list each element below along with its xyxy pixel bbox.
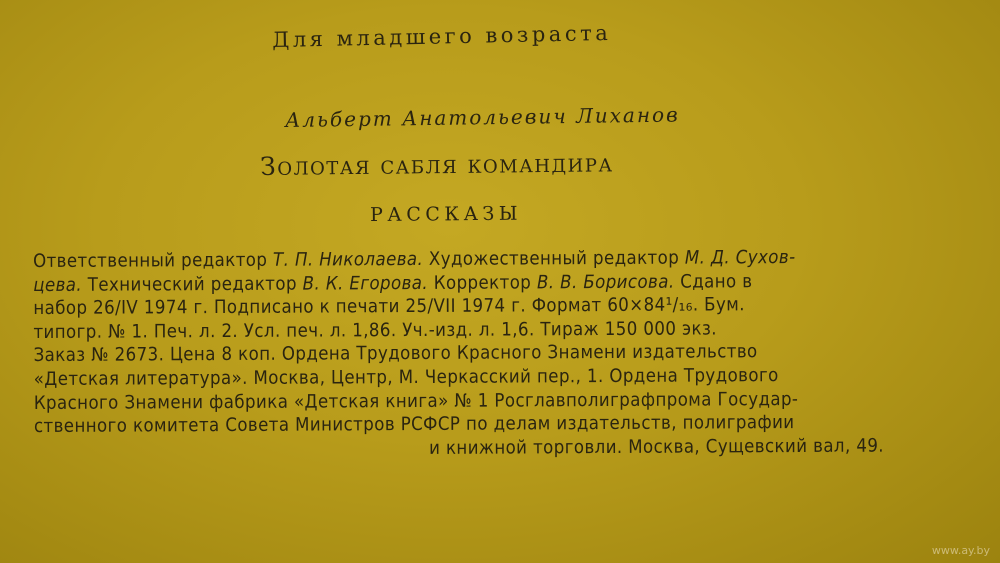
book-title: Золотая сабля командира <box>260 148 614 181</box>
colophon-line: и книжной торговли. Москва, Сущевский вал, 49. <box>428 435 885 459</box>
tech-editor-name: В. К. Егорова. <box>302 272 429 295</box>
art-editor-name: М. Д. Сухов- <box>684 247 796 269</box>
age-note: Для младшего возраста <box>272 20 612 52</box>
responsible-editor-name: Т. П. Николаева. <box>272 248 424 271</box>
proofreader-label: Корректор <box>433 271 532 294</box>
colophon-line: Красного Знамени фабрика «Детская книга» № 1 Росглавполиграфпрома Государ- <box>33 388 799 414</box>
genre-label: РАССКАЗЫ <box>370 202 523 226</box>
proofreader-name: В. В. Борисова. <box>536 271 675 293</box>
watermark: www.ay.by <box>931 544 990 557</box>
author-name: Альберт Анатольевич Лиханов <box>285 102 680 132</box>
art-editor-label: Художественный редактор <box>428 247 680 270</box>
tech-editor-label: Технический редактор <box>87 273 297 296</box>
responsible-editor-label: Ответственный редактор <box>33 249 268 272</box>
art-editor-name-cont: цева. <box>33 274 83 296</box>
submitted-label: Сдано в <box>680 270 753 293</box>
colophon <box>33 245 974 462</box>
colophon-line: ственного комитета Совета Министров РСФСР по делам издательств, полиграфии <box>33 412 795 438</box>
colophon-line: набор 26/IV 1974 г. Подписано к печати 25/VII 1974 г. Формат 60×84¹/₁₆. Бум. <box>33 294 745 320</box>
colophon-line: «Детская литература». Москва, Центр, М. Черкасский пер., 1. Ордена Трудового <box>33 365 779 390</box>
colophon-line: типогр. № 1. Печ. л. 2. Усл. печ. л. 1,86. Уч.-изд. л. 1,6. Тираж 150 000 экз. <box>33 318 717 343</box>
colophon-line: Заказ № 2673. Цена 8 коп. Ордена Трудового Красного Знамени издательство <box>33 341 758 367</box>
